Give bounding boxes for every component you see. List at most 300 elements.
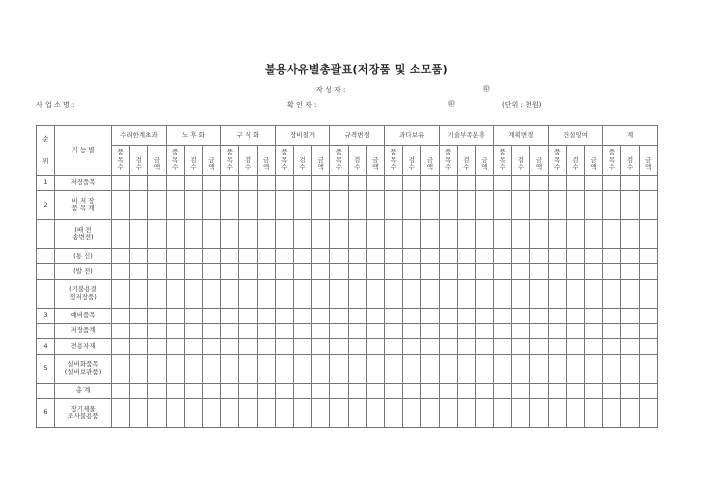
data-cell <box>421 383 439 398</box>
data-cell <box>548 324 566 339</box>
row-number <box>37 279 55 308</box>
category-header: 노 후 화 <box>166 126 221 146</box>
data-cell <box>166 220 184 249</box>
row-label <box>55 398 112 427</box>
sub-column-char: 액 <box>590 163 597 172</box>
data-cell <box>603 354 621 383</box>
data-cell <box>494 308 512 323</box>
data-cell <box>475 354 493 383</box>
data-cell <box>112 383 130 398</box>
data-cell <box>312 354 330 383</box>
data-cell <box>494 354 512 383</box>
sub-column-char: 목 <box>117 155 124 164</box>
data-cell <box>621 308 639 323</box>
data-cell <box>403 220 421 249</box>
data-cell <box>239 264 257 279</box>
sub-column-header <box>566 146 584 176</box>
data-cell <box>275 249 293 264</box>
data-cell <box>275 176 293 191</box>
data-cell <box>585 220 603 249</box>
data-cell <box>221 264 239 279</box>
data-cell <box>566 249 584 264</box>
data-cell <box>566 176 584 191</box>
data-cell <box>512 383 530 398</box>
sub-column-header <box>384 146 402 176</box>
data-cell <box>548 279 566 308</box>
category-header: 규격변경 <box>330 126 385 146</box>
data-cell <box>257 398 275 427</box>
data-cell <box>439 176 457 191</box>
data-cell <box>403 279 421 308</box>
data-cell <box>384 264 402 279</box>
data-cell <box>439 279 457 308</box>
data-cell <box>603 383 621 398</box>
data-cell <box>202 279 220 308</box>
data-cell <box>275 339 293 354</box>
row-label-line: 송변전) <box>72 233 94 242</box>
row-label-line: (통 신) <box>73 251 93 260</box>
data-cell <box>166 324 184 339</box>
data-cell <box>275 191 293 220</box>
data-cell <box>348 308 366 323</box>
data-cell <box>366 339 384 354</box>
sub-column-char: 목 <box>226 155 233 164</box>
data-cell <box>312 176 330 191</box>
sub-column-char: 수 <box>499 163 506 172</box>
data-cell <box>384 220 402 249</box>
data-cell <box>166 249 184 264</box>
data-cell <box>112 191 130 220</box>
sub-column-char: 수 <box>608 163 615 172</box>
data-cell <box>566 398 584 427</box>
data-cell <box>130 383 148 398</box>
sub-column-header <box>494 146 512 176</box>
data-cell <box>130 176 148 191</box>
data-cell <box>621 264 639 279</box>
sub-column-char: 목 <box>608 155 615 164</box>
sub-column-char: 수 <box>408 163 415 172</box>
data-cell <box>312 249 330 264</box>
data-cell <box>257 264 275 279</box>
data-cell <box>366 279 384 308</box>
data-cell <box>312 324 330 339</box>
row-label-line: (배 전 <box>74 225 92 234</box>
data-cell <box>566 383 584 398</box>
data-cell <box>439 249 457 264</box>
data-cell <box>457 176 475 191</box>
sub-column-header <box>512 146 530 176</box>
data-cell <box>348 249 366 264</box>
data-cell <box>439 354 457 383</box>
sub-column-char: 수 <box>335 163 343 172</box>
table-row <box>37 339 658 354</box>
row-label-line: 총 계 <box>75 386 91 395</box>
data-cell <box>457 279 475 308</box>
sub-column-header <box>403 146 421 176</box>
sub-column-char: 검 <box>517 155 524 164</box>
data-cell <box>366 191 384 220</box>
data-cell <box>384 191 402 220</box>
data-cell <box>566 354 584 383</box>
data-cell <box>312 279 330 308</box>
data-cell <box>312 191 330 220</box>
data-cell <box>275 264 293 279</box>
sub-column-char: 목 <box>444 155 452 164</box>
data-cell <box>384 383 402 398</box>
data-cell <box>494 249 512 264</box>
data-cell <box>439 264 457 279</box>
data-cell <box>366 249 384 264</box>
data-cell <box>512 249 530 264</box>
sub-column-char: 품 <box>226 148 233 157</box>
row-label-line: 장기제물 <box>70 404 96 413</box>
data-cell <box>566 308 584 323</box>
sub-column-char: 수 <box>353 163 361 172</box>
data-cell <box>130 220 148 249</box>
sub-column-char: 금 <box>426 155 434 164</box>
data-cell <box>166 339 184 354</box>
data-cell <box>257 220 275 249</box>
row-label-line: 정저장품) <box>69 292 97 301</box>
data-cell <box>184 354 202 383</box>
data-cell <box>293 324 311 339</box>
row-number <box>37 264 55 279</box>
row-label <box>55 176 112 191</box>
data-cell <box>530 354 548 383</box>
data-cell <box>603 324 621 339</box>
data-cell <box>475 191 493 220</box>
data-cell <box>330 398 348 427</box>
sub-column-char: 액 <box>372 163 379 172</box>
data-cell <box>293 279 311 308</box>
data-cell <box>548 264 566 279</box>
data-cell <box>603 339 621 354</box>
sub-column-header <box>202 146 220 176</box>
data-cell <box>530 383 548 398</box>
sub-column-char: 품 <box>172 148 179 157</box>
data-cell <box>202 354 220 383</box>
data-cell <box>166 279 184 308</box>
data-cell <box>639 339 657 354</box>
data-cell <box>512 220 530 249</box>
sub-column-char: 수 <box>281 163 288 172</box>
data-cell <box>257 279 275 308</box>
data-cell <box>112 354 130 383</box>
data-cell <box>275 220 293 249</box>
sub-column-header <box>257 146 275 176</box>
data-cell <box>457 264 475 279</box>
data-cell <box>330 176 348 191</box>
sub-column-char: 액 <box>426 163 434 172</box>
sub-column-char: 수 <box>135 163 142 172</box>
data-cell <box>202 324 220 339</box>
sub-column-char: 수 <box>390 163 397 172</box>
data-cell <box>548 354 566 383</box>
data-cell <box>494 176 512 191</box>
data-cell <box>603 264 621 279</box>
data-cell <box>257 339 275 354</box>
sub-column-char: 검 <box>463 155 470 164</box>
data-cell <box>384 249 402 264</box>
data-cell <box>403 308 421 323</box>
sub-column-header <box>366 146 384 176</box>
row-label <box>55 220 112 249</box>
table-row <box>37 324 658 339</box>
data-cell <box>494 398 512 427</box>
data-cell <box>221 308 239 323</box>
data-cell <box>184 191 202 220</box>
data-cell <box>239 308 257 323</box>
sub-column-header <box>221 146 239 176</box>
data-cell <box>457 324 475 339</box>
row-label <box>55 191 112 220</box>
data-cell <box>130 264 148 279</box>
data-cell <box>621 339 639 354</box>
data-cell <box>621 383 639 398</box>
data-cell <box>512 308 530 323</box>
data-cell <box>221 324 239 339</box>
sub-column-char: 목 <box>390 155 397 164</box>
data-cell <box>512 324 530 339</box>
data-cell <box>148 324 166 339</box>
data-cell <box>312 220 330 249</box>
data-cell <box>566 279 584 308</box>
data-cell <box>293 383 311 398</box>
data-cell <box>166 264 184 279</box>
data-cell <box>148 191 166 220</box>
data-cell <box>239 339 257 354</box>
data-cell <box>366 220 384 249</box>
row-label <box>55 383 112 398</box>
data-cell <box>239 398 257 427</box>
data-cell <box>366 324 384 339</box>
data-cell <box>130 308 148 323</box>
sub-column-char: 수 <box>299 163 306 172</box>
data-cell <box>639 176 657 191</box>
data-cell <box>512 176 530 191</box>
data-cell <box>112 249 130 264</box>
data-cell <box>293 249 311 264</box>
data-cell <box>457 220 475 249</box>
data-cell <box>184 176 202 191</box>
table-row <box>37 279 658 308</box>
data-cell <box>257 191 275 220</box>
data-cell <box>603 191 621 220</box>
data-cell <box>257 176 275 191</box>
sub-column-header <box>330 146 348 176</box>
data-cell <box>312 383 330 398</box>
data-cell <box>439 398 457 427</box>
data-cell <box>166 308 184 323</box>
data-cell <box>421 264 439 279</box>
category-header: 기술부족운휴 <box>439 126 494 146</box>
row-number <box>37 383 55 398</box>
sub-column-char: 품 <box>335 148 343 157</box>
data-cell <box>421 354 439 383</box>
sub-column-char: 액 <box>263 163 270 172</box>
data-cell <box>112 308 130 323</box>
table-row <box>37 220 658 249</box>
data-cell <box>312 308 330 323</box>
data-cell <box>585 176 603 191</box>
row-number <box>37 220 55 249</box>
data-cell <box>148 308 166 323</box>
data-cell <box>494 383 512 398</box>
data-cell <box>548 308 566 323</box>
data-cell <box>257 383 275 398</box>
data-cell <box>439 220 457 249</box>
sub-column-header <box>130 146 148 176</box>
data-cell <box>621 249 639 264</box>
data-cell <box>639 220 657 249</box>
data-cell <box>475 383 493 398</box>
sub-column-char: 수 <box>190 163 197 172</box>
data-cell <box>221 354 239 383</box>
seq-header-char: 위 <box>42 156 49 165</box>
sub-column-header <box>112 146 130 176</box>
data-cell <box>457 398 475 427</box>
function-header: 기 능 별 <box>55 126 112 176</box>
data-cell <box>457 249 475 264</box>
data-cell <box>293 176 311 191</box>
data-cell <box>548 176 566 191</box>
sub-column-char: 검 <box>244 155 252 164</box>
data-cell <box>330 339 348 354</box>
row-number: 1 <box>37 176 55 191</box>
data-cell <box>585 249 603 264</box>
sub-column-header <box>475 146 493 176</box>
row-label <box>55 264 112 279</box>
data-cell <box>530 324 548 339</box>
sub-column-char: 금 <box>590 155 597 164</box>
data-cell <box>202 176 220 191</box>
unit-note: (단위 : 천원) <box>502 101 542 109</box>
data-cell <box>475 339 493 354</box>
data-cell <box>275 354 293 383</box>
sub-column-header <box>421 146 439 176</box>
row-number: 5 <box>37 354 55 383</box>
data-cell <box>457 308 475 323</box>
data-cell <box>330 220 348 249</box>
data-cell <box>366 176 384 191</box>
data-cell <box>293 191 311 220</box>
data-cell <box>512 279 530 308</box>
data-cell <box>475 279 493 308</box>
data-cell <box>421 220 439 249</box>
row-label <box>55 324 112 339</box>
sub-column-char: 액 <box>153 163 161 172</box>
data-cell <box>330 191 348 220</box>
data-cell <box>384 339 402 354</box>
sub-column-char: 금 <box>535 155 543 164</box>
data-cell <box>239 220 257 249</box>
sub-column-char: 품 <box>281 148 288 157</box>
data-cell <box>403 354 421 383</box>
seq-header-char: 순 <box>42 135 49 144</box>
data-cell <box>603 220 621 249</box>
data-cell <box>221 191 239 220</box>
data-cell <box>130 279 148 308</box>
data-cell <box>621 220 639 249</box>
data-cell <box>403 324 421 339</box>
data-cell <box>366 308 384 323</box>
data-cell <box>202 308 220 323</box>
data-cell <box>202 191 220 220</box>
data-cell <box>348 220 366 249</box>
data-cell <box>348 191 366 220</box>
data-cell <box>621 398 639 427</box>
data-cell <box>112 339 130 354</box>
row-label-line: (설비보관품) <box>64 367 102 376</box>
sub-column-char: 목 <box>281 155 288 164</box>
data-cell <box>621 354 639 383</box>
sub-column-header <box>293 146 311 176</box>
sub-column-char: 금 <box>481 155 488 164</box>
data-cell <box>148 264 166 279</box>
data-cell <box>148 354 166 383</box>
table-row <box>37 176 658 191</box>
data-cell <box>202 249 220 264</box>
sub-column-char: 검 <box>353 155 361 164</box>
data-cell <box>512 398 530 427</box>
data-cell <box>494 324 512 339</box>
data-cell <box>439 324 457 339</box>
data-cell <box>348 354 366 383</box>
data-cell <box>403 383 421 398</box>
data-cell <box>202 220 220 249</box>
seq-header <box>37 126 55 176</box>
data-cell <box>403 249 421 264</box>
data-cell <box>384 279 402 308</box>
data-cell <box>621 176 639 191</box>
data-cell <box>330 354 348 383</box>
data-cell <box>639 249 657 264</box>
sub-column-char: 금 <box>153 155 161 164</box>
data-cell <box>494 264 512 279</box>
sub-column-char: 수 <box>463 163 470 172</box>
category-header: 계획변경 <box>494 126 549 146</box>
data-cell <box>403 191 421 220</box>
data-cell <box>384 354 402 383</box>
data-cell <box>112 264 130 279</box>
disposal-summary-table <box>36 125 658 428</box>
data-cell <box>112 324 130 339</box>
data-cell <box>475 176 493 191</box>
writer-label: 작 성 자 : <box>316 86 346 94</box>
data-cell <box>639 354 657 383</box>
sub-column-char: 품 <box>444 148 452 157</box>
sub-column-char: 검 <box>408 155 415 164</box>
data-cell <box>130 354 148 383</box>
data-cell <box>221 339 239 354</box>
sub-column-char: 품 <box>390 148 397 157</box>
document-title: 불용사유별총괄표(저장품 및 소모품) <box>265 63 448 76</box>
data-cell <box>348 176 366 191</box>
data-cell <box>639 398 657 427</box>
row-label-line: 설비화품목 <box>67 360 99 369</box>
data-cell <box>585 264 603 279</box>
data-cell <box>366 398 384 427</box>
data-cell <box>312 264 330 279</box>
data-cell <box>166 398 184 427</box>
sub-column-char: 액 <box>208 163 215 172</box>
data-cell <box>475 249 493 264</box>
data-cell <box>202 264 220 279</box>
data-cell <box>130 249 148 264</box>
data-cell <box>148 339 166 354</box>
data-cell <box>548 220 566 249</box>
data-cell <box>239 354 257 383</box>
